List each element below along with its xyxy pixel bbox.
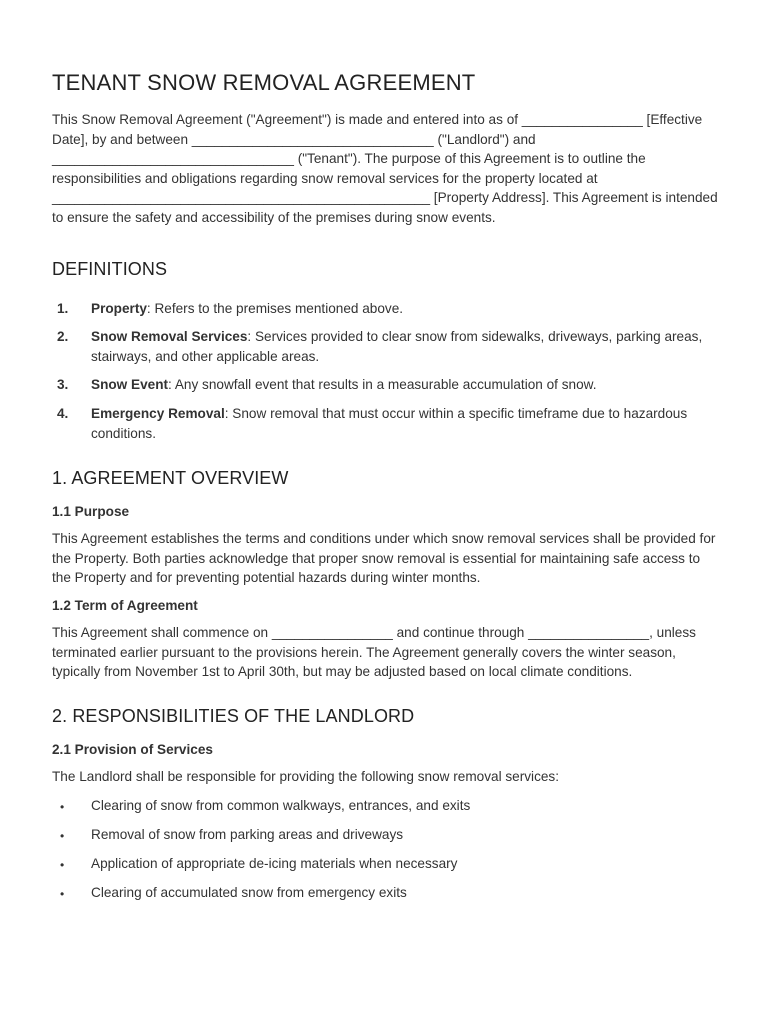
bullet-icon: • [60,799,65,814]
section-1-1-text: This Agreement establishes the terms and conditions under which snow removal services shall be provided for the Property. Both parties acknowledge that proper snow removal is essential for maintaining safe access to the Property and for preventing potential hazards during winter months. [52,531,716,586]
definition-item [52,404,718,443]
definition-item [52,327,718,366]
list-item-text: Clearing of accumulated snow from emergency exits [91,885,407,901]
intro-paragraph: This Snow Removal Agreement ("Agreement") is made and entered into as of ________________ [Effective Date], by and between ________________________________ ("Landlord") and ________________________________ ("Tenant"). The purpose of this Agreement is to outline the responsibilities and obligations regarding snow removal services for the property located at __________________________________________________ [Property Address]. This Agreement is intended to ensure the safety and accessibility of the premises during snow events. [52,112,718,225]
definition-item [52,375,718,395]
list-item [52,883,718,903]
definition-text: : Services provided to clear snow from sidewalks, driveways, parking areas, stairways, and other applicable areas. [91,329,703,364]
list-item [52,825,718,845]
definition-number: 1. [57,300,69,316]
definition-number: 3. [57,377,69,393]
definition-text: : Snow removal that must occur within a specific timeframe due to hazardous conditions. [91,405,688,441]
bullet-icon: • [60,829,65,844]
bullet-icon: • [60,858,65,873]
list-item-text: Application of appropriate de-icing materials when necessary [91,856,458,872]
section-2-1-heading: 2.1 Provision of Services [52,741,213,757]
services-list [52,796,718,903]
bullet-icon: • [60,887,65,902]
definition-text: : Refers to the premises mentioned above. [146,300,404,316]
list-item-text: Clearing of snow from common walkways, entrances, and exits [91,797,471,813]
definitions-heading: DEFINITIONS [52,258,168,279]
definition-term: Snow Event [91,377,169,393]
definitions-list [52,299,718,444]
list-item [52,796,718,816]
section-1-2-text: This Agreement shall commence on ________________ and continue through ________________, unless terminated earlier pursuant to the provisions herein. The Agreement generally covers the winter season, typically from November 1st to April 30th, but may be adjusted based on local climate conditions. [52,624,696,680]
definition-text: : Any snowfall event that results in a measurable accumulation of snow. [168,377,597,393]
definition-number: 2. [57,329,69,345]
list-item [52,854,718,874]
section-1-1-heading: 1.1 Purpose [52,504,130,520]
list-item-text: Removal of snow from parking areas and driveways [91,827,404,843]
document-title: TENANT SNOW REMOVAL AGREEMENT [52,70,476,95]
section-1-heading: 1. AGREEMENT OVERVIEW [52,468,289,489]
section-2-heading: 2. RESPONSIBILITIES OF THE LANDLORD [52,705,415,726]
definition-item [52,299,718,319]
section-1-2-heading: 1.2 Term of Agreement [52,597,198,613]
definition-term: Property [91,300,147,316]
section-2-1-text: The Landlord shall be responsible for providing the following snow removal services: [52,768,560,784]
definition-number: 4. [57,405,69,421]
definition-term: Emergency Removal [91,405,225,421]
definition-term: Snow Removal Services [91,329,248,345]
